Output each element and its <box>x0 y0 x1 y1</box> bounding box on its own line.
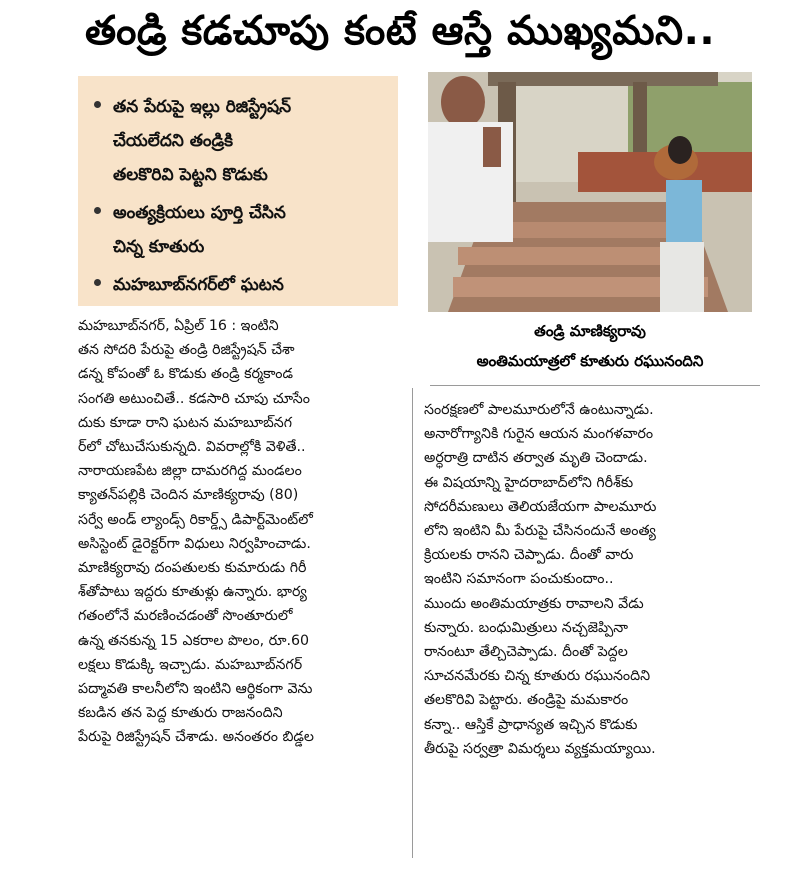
article-line: సర్వే అండ్ ల్యాండ్స్ రికార్డ్స్ డిపార్ట్‌మెంట్‌లో <box>78 511 313 528</box>
photo-caption <box>418 316 762 384</box>
article-line: ఉన్న తనకున్న 15 ఎకరాల పొలం, రూ.60 <box>78 632 310 649</box>
photo-illustration <box>428 72 752 312</box>
caption-line: తండ్రి మాణిక్యరావు <box>534 322 646 340</box>
article-line: సోదరీమణులు తెలియజేయగా పాలమూరు <box>424 498 657 515</box>
article-line: డన్న కోపంతో ఓ కొడుకు తండ్రి కర్మకాండ <box>78 366 293 383</box>
article-line: తలకొరివి పెట్టారు. తండ్రిపై మమకారం <box>424 692 629 709</box>
article-line: అసిస్టెంట్ డైరెక్టర్‌గా విధులు నిర్వహించాడు. <box>78 535 311 552</box>
highlight-line: చేయలేదని తండ్రికి <box>113 131 233 151</box>
highlight-line: అంత్యక్రియలు పూర్తి చేసిన <box>113 203 286 223</box>
article-line: సూచనమేరకు చిన్న కూతురు రఘునందిని <box>424 668 651 685</box>
highlight-item <box>94 268 386 302</box>
highlight-line: తన పేరుపై ఇల్లు రిజిస్ట్రేషన్ <box>113 97 292 117</box>
article-line: పద్మావతి కాలనీలోని ఇంటిని ఆర్థికంగా వెను <box>78 681 313 698</box>
article-line: క్రియలకు రానని చెప్పాడు. దీంతో వారు <box>424 547 634 564</box>
article-column-left <box>78 314 404 750</box>
article-line: కన్నా.. ఆస్తికే ప్రాధాన్యత ఇచ్చిన కొడుకు <box>424 716 638 733</box>
article-line: మహబూబ్‌నగర్, ఏప్రిల్ 16 : ఇంటిని <box>78 318 279 334</box>
article-line: లక్షలు కొడుక్కి ఇచ్చాడు. మహబూబ్‌నగర్ <box>78 656 303 673</box>
column-divider <box>412 388 413 858</box>
article-line: సంగతి అటుంచితే.. కడసారి చూపు చూసేం <box>78 390 310 407</box>
caption-line: అంతిమయాత్రలో కూతురు రఘునందిని <box>476 352 704 370</box>
article-line: దుకు కూడా రాని ఘటన మహబూబ్‌నగ <box>78 414 293 431</box>
news-photo <box>428 72 752 312</box>
article-column-right <box>424 398 756 761</box>
article-line: ముందు అంతిమయాత్రకు రావాలని వేడు <box>424 595 644 612</box>
article-line: లోని ఇంటిని మీ పేరుపై చేసినందునే అంత్య <box>424 523 656 540</box>
highlight-line: చిన్న కూతురు <box>113 237 205 257</box>
highlights-box <box>78 76 398 306</box>
article-line: కబడిన తన పెద్ద కూతురు రాజనందిని <box>78 705 283 722</box>
article-line: అనారోగ్యానికి గురైన ఆయన మంగళవారం <box>424 426 654 443</box>
article-line: సంరక్షణలో పాలమూరులోనే ఉంటున్నాడు. <box>424 402 654 418</box>
article-line: క్యాతన్‌పల్లికి చెందిన మాణిక్యరావు (80) <box>78 487 299 504</box>
bullet-icon <box>94 207 101 214</box>
bullet-icon <box>94 279 101 286</box>
article-line: ఇంటిని సమానంగా పంచుకుందాం.. <box>424 571 614 588</box>
article-line: అర్ధరాత్రి దాటిన తర్వాత మృతి చెందాడు. <box>424 450 648 467</box>
bullet-icon <box>94 101 101 108</box>
highlight-item <box>94 90 386 192</box>
headline: తండ్రి కడచూపు కంటే ఆస్తే ముఖ్యమని.. <box>84 8 716 54</box>
article-line: రానంటూ తేల్చిచెప్పాడు. దీంతో పెద్దల <box>424 644 628 661</box>
article-line: గతంలోనే మరణించడంతో సొంతూరులో <box>78 608 293 625</box>
article-line: శ్‌తోపాటు ఇద్దరు కూతుళ్లు ఉన్నారు. భార్య <box>78 584 307 601</box>
highlight-item <box>94 196 386 264</box>
highlight-line: మహబూబ్‌నగర్‌లో ఘటన <box>113 275 284 295</box>
article-line: నారాయణపేట జిల్లా దామరగిద్ద మండలం <box>78 463 302 480</box>
article-line: తీరుపై సర్వత్రా విమర్శలు వ్యక్తమయ్యాయి. <box>424 740 656 757</box>
article-line: ఈ విషయాన్ని హైదరాబాద్‌లోని గిరీశ్‌కు <box>424 474 634 491</box>
article-line: పేరుపై రిజిస్ట్రేషన్ చేశాడు. అనంతరం బిడ్డల <box>78 729 314 746</box>
highlight-line: తలకొరివి పెట్టని కొడుకు <box>113 165 268 185</box>
article-line: కున్నారు. బంధుమిత్రులు నచ్చజెప్పినా <box>424 619 628 636</box>
article-line: తన సోదరి పేరుపై తండ్రి రిజిస్ట్రేషన్ చేశా <box>78 342 295 359</box>
divider <box>430 385 760 386</box>
article-line: మాణిక్యరావు దంపతులకు కుమారుడు గిరీ <box>78 560 307 577</box>
article-line: ర్‌లో చోటుచేసుకున్నది. వివరాల్లోకి వెళితే.. <box>78 439 306 456</box>
